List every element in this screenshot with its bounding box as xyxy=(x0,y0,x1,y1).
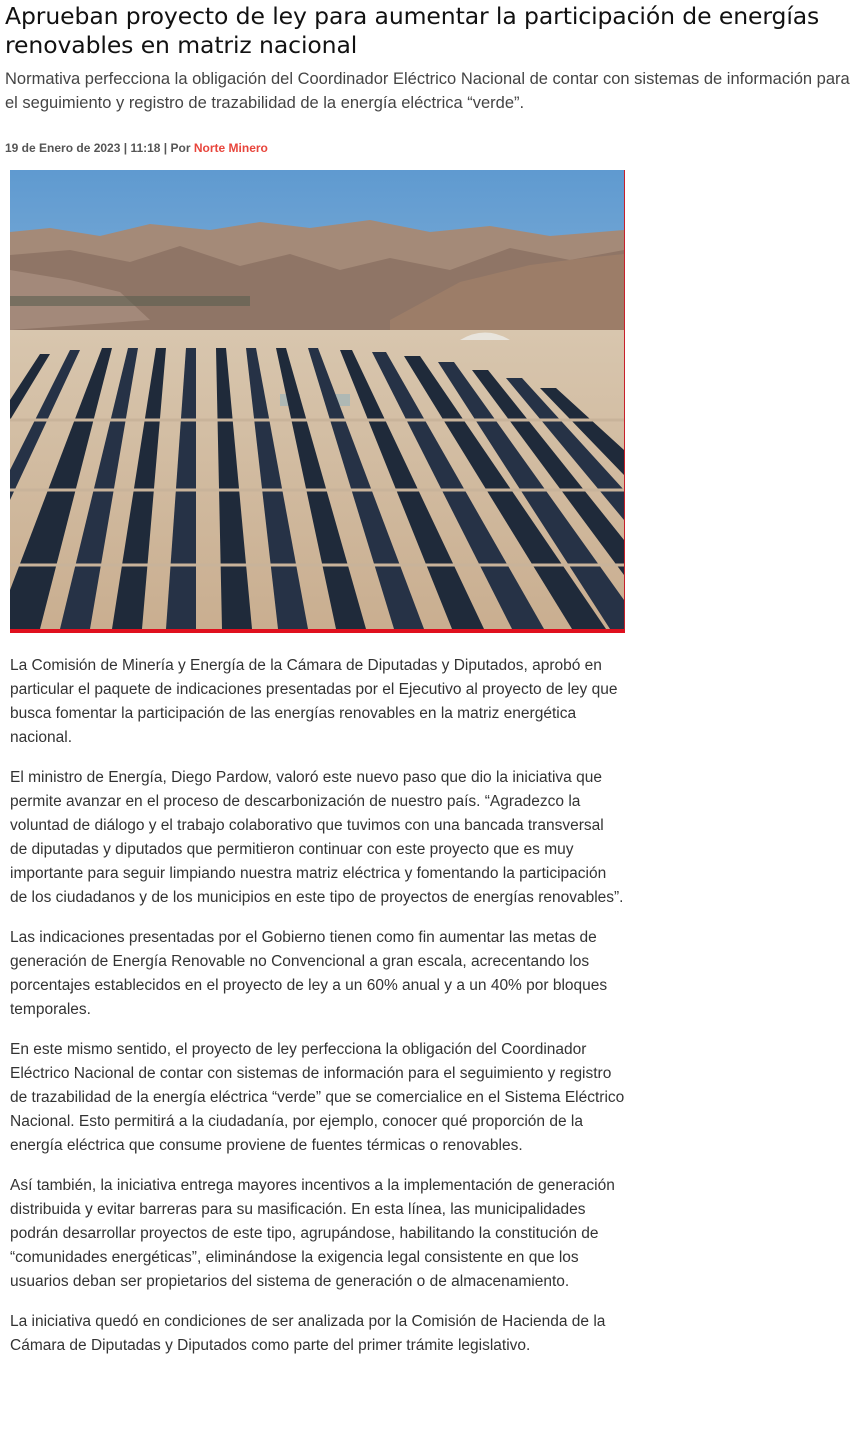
article-paragraph: Las indicaciones presentadas por el Gobierno tienen como fin aumentar las metas de generación de Energía Renovable no Convencional a gran escala, acrecentando los porcentajes establecidos en el proyecto de ley a un 60% anual y a un 40% por bloques temporales. xyxy=(10,929,608,1018)
article-body xyxy=(10,654,625,1374)
article-paragraph: La iniciativa quedó en condiciones de ser analizada por la Comisión de Hacienda de la Cámara de Diputadas y Diputados como parte del primer trámite legislativo. xyxy=(10,1313,606,1354)
article-paragraph: Así también, la iniciativa entrega mayores incentivos a la implementación de generación distribuida y evitar barreras para su masificación. En esta línea, las municipalidades podrán desarrollar proyectos de este tipo, agrupándose, habilitando la constitución de “comunidades energéticas”, eliminándose la exigencia legal consistente en que los usuarios deban ser propietarios del sistema de generación o de almacenamiento. xyxy=(10,1177,615,1290)
article-paragraph: En este mismo sentido, el proyecto de ley perfecciona la obligación del Coordinador Eléctrico Nacional de contar con sistemas de información para el seguimiento y registro de trazabilidad de la energía eléctrica “verde” que se comercialice en el Sistema Eléctrico Nacional. Esto permitirá a la ciudadanía, por ejemplo, conocer qué proporción de la energía eléctrica que consume proviene de fuentes térmicas o renovables. xyxy=(10,1041,625,1154)
article-subtitle: Normativa perfecciona la obligación del Coordinador Eléctrico Nacional de contar con sistemas de información para el seguimiento y registro de trazabilidad de la energía eléctrica “verde”. xyxy=(5,70,850,112)
by-label: Por xyxy=(170,141,191,155)
distant-vegetation xyxy=(10,296,250,306)
article-image xyxy=(10,170,625,633)
article-time: 11:18 xyxy=(130,141,161,155)
solar-farm-illustration xyxy=(10,170,624,629)
article-paragraph: El ministro de Energía, Diego Pardow, valoró este nuevo paso que dio la iniciativa que permite avanzar en el proceso de descarbonización de nuestro país. “Agradezco la voluntad de diálogo y el trabajo colaborativo que tuvimos con una bancada transversal de diputadas y diputados que permitieron continuar con este proyecto que es muy importante para seguir limpiando nuestra matriz eléctrica y fomentando la participación de los ciudadanos y de los municipios en este tipo de proyectos de energías renovables”. xyxy=(10,769,624,906)
article-date: 19 de Enero de 2023 xyxy=(5,141,121,155)
article-meta: 19 de Enero de 2023 | 11:18 | Por Norte Minero xyxy=(5,141,268,155)
author-link[interactable]: Norte Minero xyxy=(193,141,268,155)
article-paragraph: La Comisión de Minería y Energía de la Cámara de Diputadas y Diputados, aprobó en particular el paquete de indicaciones presentadas por el Ejecutivo al proyecto de ley que busca fomentar la participación de las energías renovables en la matriz energética nacional. xyxy=(10,657,618,746)
article-title: Aprueban proyecto de ley para aumentar la participación de energías renovables en matriz nacional xyxy=(5,2,820,59)
